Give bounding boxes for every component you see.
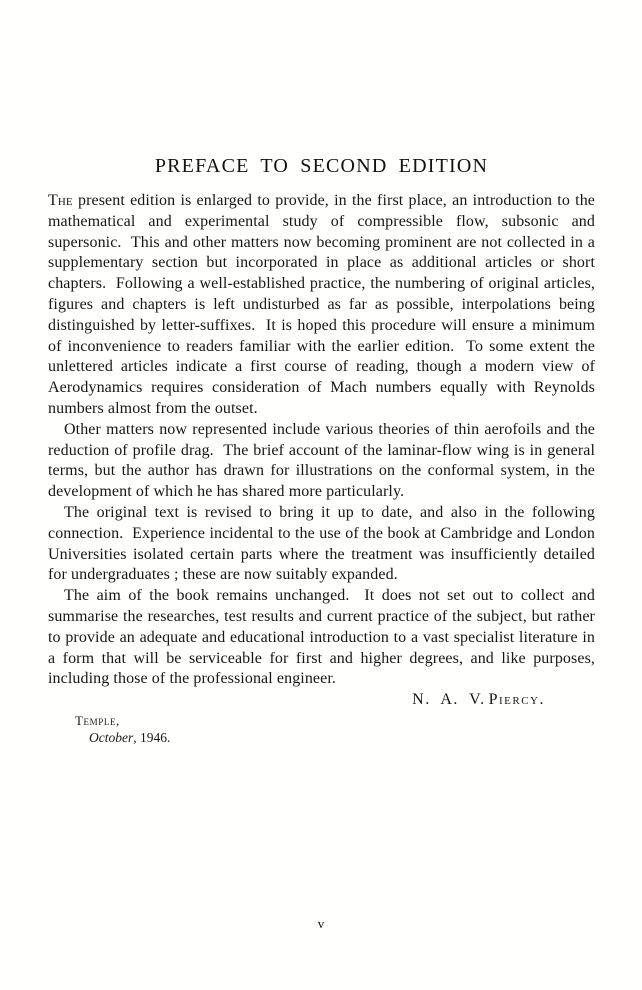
paragraph-3: The original text is revised to bring it up to date, and also in the following connection. Experience incidental to the use of the book at Cambridge and London Universities isolated certain parts where the treatment was insufficiently detailed for undergraduates ; these are now suitably expanded. xyxy=(48,503,600,584)
author-initials: N. A. V. xyxy=(412,691,486,709)
page-title: PREFACE TO SECOND EDITION xyxy=(154,155,489,177)
date-line xyxy=(89,730,595,745)
paragraph-4: The aim of the book remains unchanged. It does not set out to collect and summarise the researches, test results and current practice of the subject, but rather to provide an adequate and educational introduction to a vast specialist literature in a form that will be serviceable for first and higher degrees, and like purposes, including those of the professional engineer. xyxy=(48,587,600,688)
date-rest: , 1946. xyxy=(133,729,171,745)
lead-word: The xyxy=(48,192,73,209)
paragraph-1-text: present edition is enlarged to provide, in the first place, an introduction to the mathematical and experimental study of compressible flow, subsonic and supersonic. This and other matters now becoming prominent are not collected in a supplementary section but incorporated in place as additional articles or short chapters. Following a well-established practice, the numbering of original articles, figures and chapters is left undisturbed as far as possible, interpolations being distinguished by letter-suffixes. It is hoped this procedure will ensure a minimum of inconvenience to readers familiar with the earlier edition. To some extent the unlettered articles indicate a first course of reading, though a modern view of Aerodynamics requires consideration of Mach numbers equally with Reynolds numbers almost from the outset. xyxy=(48,192,600,417)
paragraph-2: Other matters now represented include various theories of thin aerofoils and the reduction of profile drag. The brief account of the laminar-flow wing is in general terms, but the author has drawn for illustrations on the conformal system, in the development of which he has shared more particularly. xyxy=(48,420,600,501)
place-line: Temple, xyxy=(75,712,120,728)
page-number: v xyxy=(317,916,325,931)
paragraph-1 xyxy=(48,191,600,420)
author-surname: Piercy. xyxy=(488,691,545,709)
date-month: October xyxy=(89,729,134,745)
author-signature xyxy=(48,690,595,711)
page-content xyxy=(48,0,600,745)
